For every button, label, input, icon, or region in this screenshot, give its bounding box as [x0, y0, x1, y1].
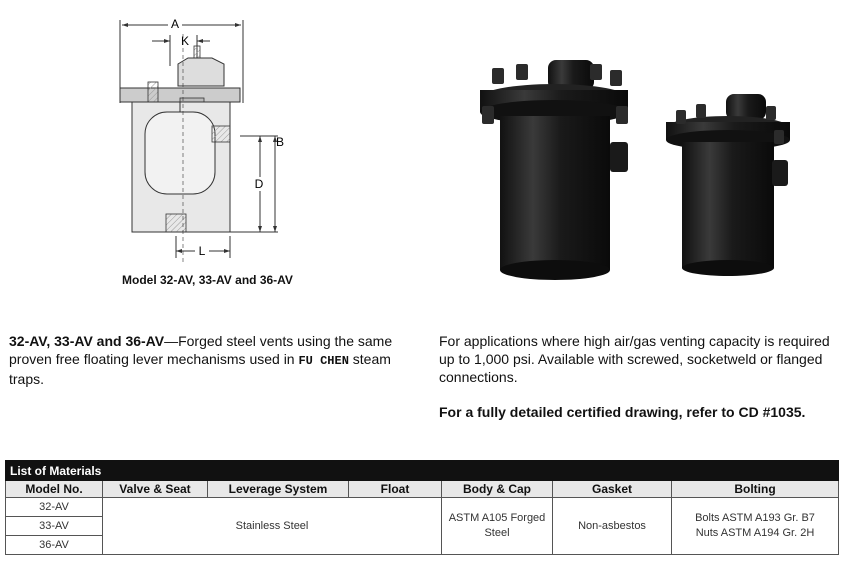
table-title: List of Materials: [6, 461, 839, 481]
dimension-d-label: D: [254, 177, 264, 191]
certified-drawing-note: For a fully detailed certified drawing, refer to CD #1035.: [439, 404, 806, 420]
header-bolting: Bolting: [672, 481, 839, 498]
nuts-spec: Nuts ASTM A194 Gr. 2H: [695, 527, 815, 539]
gasket-material-cell: Non-asbestos: [553, 498, 672, 555]
header-model-no: Model No.: [6, 481, 103, 498]
dimension-k-label: K: [180, 34, 190, 48]
small-vent-unit: [666, 94, 790, 276]
technical-drawing: [100, 8, 300, 270]
header-valve-seat: Valve & Seat: [103, 481, 208, 498]
dimension-l-label: L: [198, 244, 206, 258]
header-float: Float: [349, 481, 442, 498]
model-cell: 36-AV: [6, 536, 103, 555]
materials-table: [5, 460, 839, 555]
description-text-end: steam traps.: [9, 351, 391, 387]
bolting-material-cell: [672, 498, 839, 555]
description-text: —Forged steel vents using the same proven free floating lever mechanisms used in: [9, 333, 393, 367]
brand-name: FU CHEN: [298, 354, 349, 368]
steam-vent-products-image: [470, 50, 830, 290]
large-vent-unit: [480, 60, 628, 280]
dimension-a-label: A: [170, 17, 180, 31]
bolts-spec: Bolts ASTM A193 Gr. B7: [695, 512, 815, 524]
product-photo: [470, 50, 830, 290]
model-names: 32-AV, 33-AV and 36-AV: [9, 333, 165, 349]
model-cell: 32-AV: [6, 498, 103, 517]
drawing-caption: Model 32-AV, 33-AV and 36-AV: [122, 273, 293, 287]
header-leverage-system: Leverage System: [208, 481, 349, 498]
table-title-row: [6, 461, 839, 481]
header-body-cap: Body & Cap: [442, 481, 553, 498]
dimension-b-label: B: [276, 135, 285, 149]
table-header-row: [6, 481, 839, 498]
table-row: [6, 498, 839, 517]
model-cell: 33-AV: [6, 517, 103, 536]
applications-text: For applications where high air/gas venting capacity is required up to 1,000 psi. Available with screwed, socketweld or flanged connections.: [439, 333, 830, 385]
body-cap-material-cell: ASTM A105 Forged Steel: [442, 498, 553, 555]
header-gasket: Gasket: [553, 481, 672, 498]
trim-material-cell: Stainless Steel: [103, 498, 442, 555]
model-description: [9, 332, 399, 388]
trap-cross-section-diagram: [100, 8, 300, 270]
